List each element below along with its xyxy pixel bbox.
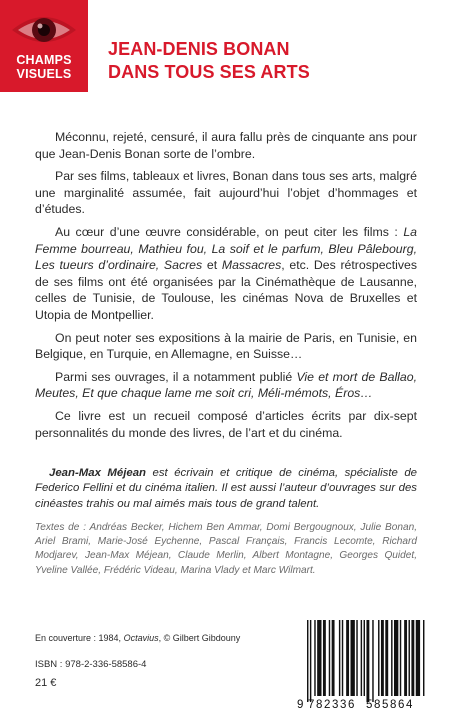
cover-credit-prefix: En couverture : 1984, xyxy=(35,633,124,643)
p3-text-2: et xyxy=(202,258,222,273)
barcode-bar xyxy=(411,620,414,696)
author-bio xyxy=(35,466,417,512)
barcode-digit-lead: 9 xyxy=(297,699,305,711)
barcode-digits-left: 782336 xyxy=(308,699,356,711)
blurb-paragraph-6: Ce livre est un recueil composé d’articles écrits par dix-sept personnalités du monde des livres, de l’art et du cinéma. xyxy=(35,408,417,440)
logo-line-2: VISUELS xyxy=(16,67,72,81)
author-bio-text: est écrivain et critique de cinéma, spécialiste de Federico Fellini et du cinéma italien. Il est aussi l’auteur d’ouvrages sur des cinéastes trahis ou mal aimés mais tous de grand talent. xyxy=(35,467,418,510)
barcode-bar xyxy=(317,620,321,696)
barcode-bar xyxy=(339,620,340,696)
barcode-bar xyxy=(342,620,343,696)
price: 21 € xyxy=(35,677,57,689)
barcode-digits-right: 585864 xyxy=(366,699,414,711)
barcode-bar xyxy=(346,620,349,696)
barcode-bar xyxy=(364,620,365,696)
barcode-bar xyxy=(332,620,335,696)
champs-visuels-logo xyxy=(0,0,88,92)
barcode-bar xyxy=(381,620,384,696)
barcode-bar xyxy=(329,620,330,696)
p3-text-1: Au cœur d’une œuvre considérable, on peut citer les films : xyxy=(55,224,404,239)
blurb-paragraph-5 xyxy=(35,369,417,402)
cover-credit-work: Octavius xyxy=(123,633,159,643)
barcode-bar xyxy=(391,620,392,696)
cover-credit xyxy=(35,633,335,643)
barcode-bar xyxy=(361,620,362,696)
cover-credit-suffix: , © Gilbert Gibdouny xyxy=(158,633,241,643)
blurb-paragraph-1: Méconnu, rejeté, censuré, il aura fallu près de cinquante ans pour que Jean-Denis Bonan sorte de l’ombre. xyxy=(35,130,417,161)
barcode-bar xyxy=(394,620,398,696)
p3-text-3: , etc. Des rétrospectives de ses films ont été organisées par la Cinémathèque de Lausanne, celles de Tunisie, de Toulouse, les cinémas Nova de Bruxelles et Utopia de Montpellier. xyxy=(35,258,417,322)
isbn: ISBN : 978-2-336-58586-4 xyxy=(35,659,147,670)
barcode-bar xyxy=(356,620,357,696)
barcode-bar xyxy=(409,620,410,696)
barcode-bar xyxy=(385,620,388,696)
p3-film-last: Massacres xyxy=(221,258,282,273)
barcode-bar xyxy=(372,620,373,702)
author-name: Jean-Max Méjean xyxy=(49,467,147,479)
barcode-bar xyxy=(378,620,379,696)
barcode-bar xyxy=(307,620,308,702)
p3-film-list: La Femme bourreau, Mathieu fou, La soif et le parfum, Bleu Pâlebourg, Les tueurs d’ordinaire, Sacres xyxy=(35,224,417,273)
barcode-bar xyxy=(416,620,420,696)
barcode-bar xyxy=(351,620,355,696)
barcode-bar xyxy=(314,620,315,696)
barcode-bar xyxy=(323,620,326,696)
barcode-bar xyxy=(400,620,401,696)
logo-line-1: CHAMPS xyxy=(16,53,72,67)
title-line-1: JEAN-DENIS BONAN xyxy=(108,39,290,59)
barcode-bar xyxy=(423,620,424,696)
blurb-paragraph-2: Par ses films, tableaux et livres, Bonan dans tous ses arts, malgré une marginalité assumée, fait aujourd’hui l’objet d’hommages et d’études. xyxy=(35,169,417,217)
title-line-2: DANS TOUS SES ARTS xyxy=(108,62,310,82)
p5-book-list: Vie et mort de Ballao, Meutes, Et que chaque lame me soit cri, Méli-mémots, Éros… xyxy=(35,369,417,401)
blurb xyxy=(35,129,417,447)
barcode-bar xyxy=(404,620,407,696)
barcode-bar xyxy=(366,620,369,702)
barcode-bar xyxy=(310,620,311,702)
contributors-list: Textes de : Andréas Becker, Hichem Ben Ammar, Domi Bergougnoux, Julie Bonan, Ariel Brami, Marie-José Eychenne, Pascal Français, Francis Lecomte, Richard Modjarev, Jean-Max Méjean, Claude Merlin, Albert Montagne, Georges Quidet, Yveline Vallée, Frédéric Videau, Marina Vlady et Marc Wilmart. xyxy=(35,522,417,576)
eye-icon xyxy=(10,8,78,50)
book-title xyxy=(108,38,438,84)
p5-text-1: Parmi ses ouvrages, il a notamment publié xyxy=(55,369,297,384)
barcode xyxy=(297,620,425,708)
blurb-paragraph-3 xyxy=(35,224,417,324)
blurb-paragraph-4: On peut noter ses expositions à la mairie de Paris, en Tunisie, en Belgique, en Turquie, en Allemagne, en Suisse… xyxy=(35,330,417,362)
